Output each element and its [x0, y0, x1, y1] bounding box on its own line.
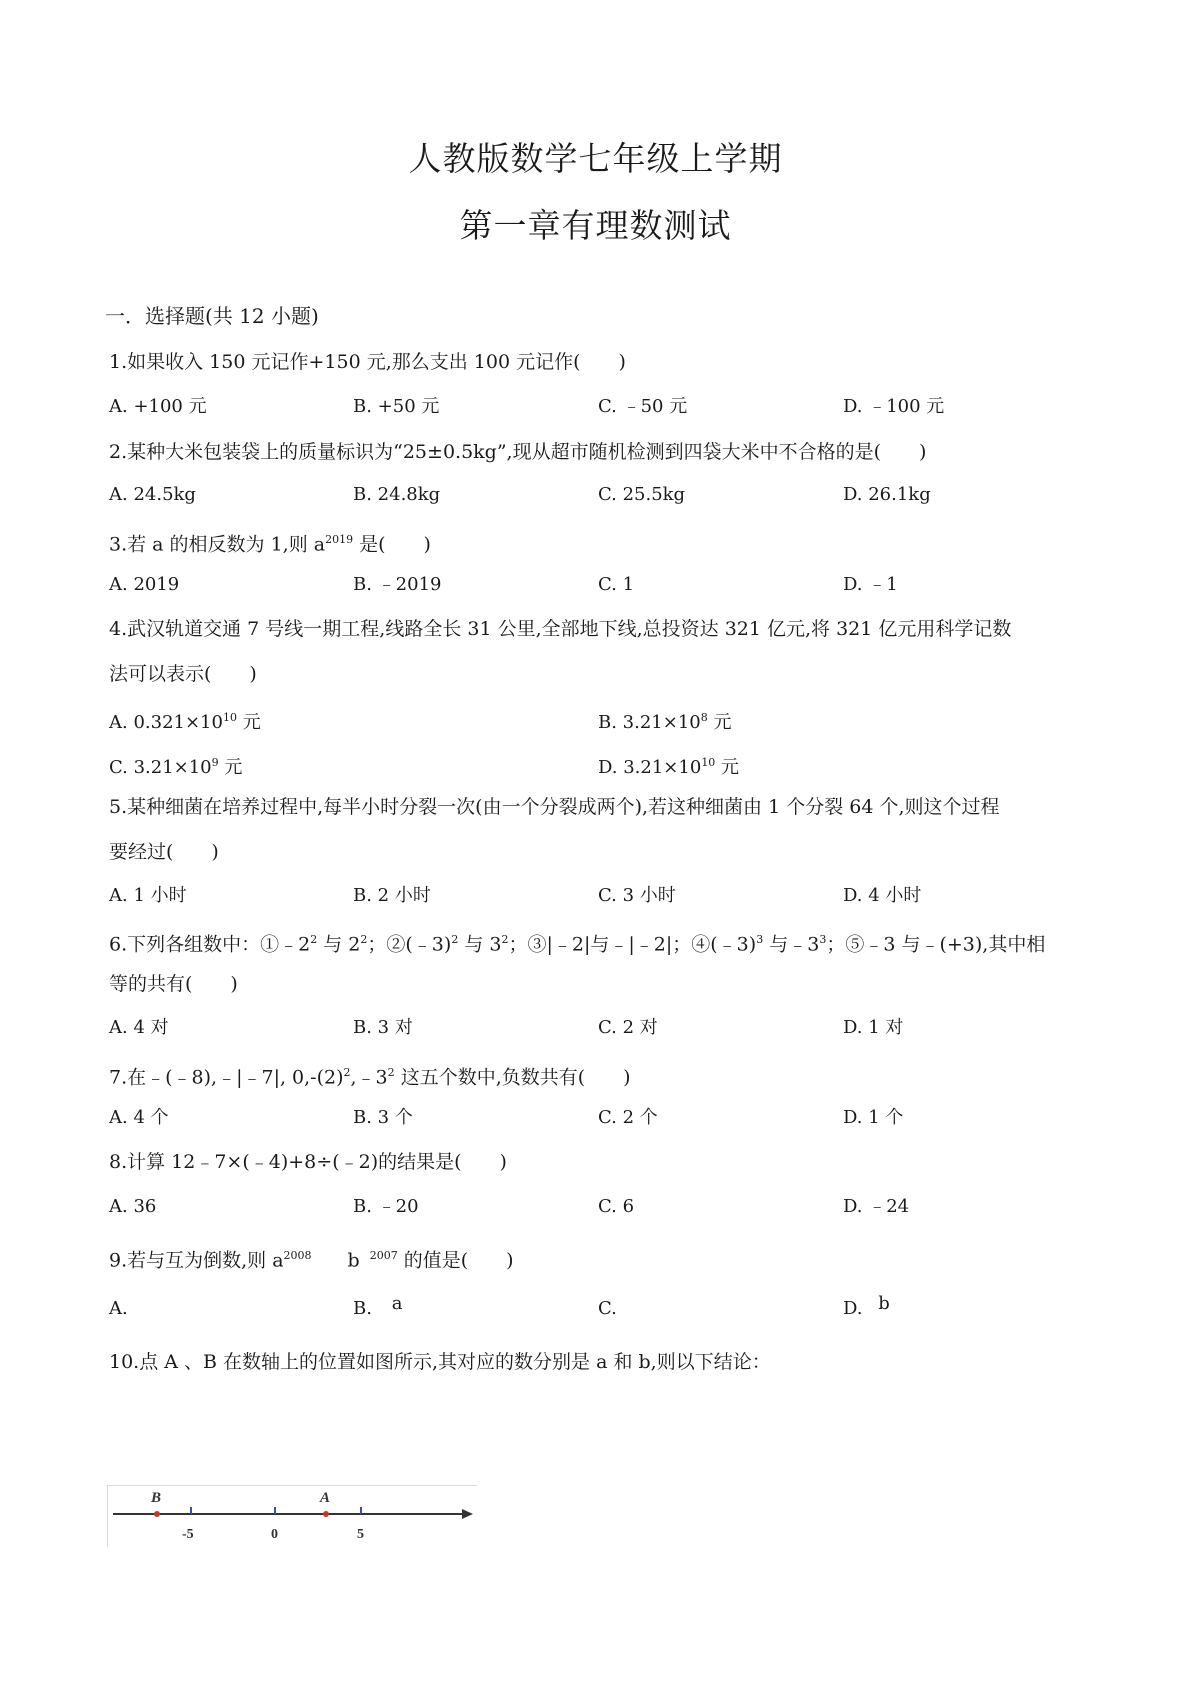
q1-option-d: D. ﹣100 元	[843, 396, 945, 417]
q7-part-2: ,﹣3	[350, 1066, 388, 1089]
q7-part-3: 这五个数中,负数共有( )	[394, 1066, 631, 1089]
question-3-stem	[109, 528, 431, 556]
q4-b-exp: 8	[700, 711, 708, 724]
q4-a-unit: 元	[236, 712, 261, 733]
q5-option-d: D. 4 小时	[843, 885, 922, 906]
title-line-1: 人教版数学七年级上学期	[408, 139, 783, 178]
q4-a-text: A. 0.321×10	[109, 712, 223, 733]
question-4-stem-line2: 法可以表示( )	[109, 663, 257, 685]
q3-option-b: B. ﹣2019	[353, 574, 442, 595]
q6-option-a: A. 4 对	[109, 1017, 169, 1038]
q6-exp-1: 2	[310, 933, 318, 946]
q1-option-b: B. +50 元	[353, 396, 440, 417]
q3-exponent: 2019	[325, 533, 354, 546]
q1-option-c: C. ﹣50 元	[598, 396, 688, 417]
question-4-stem-line1: 4.武汉轨道交通 7 号线一期工程,线路全长 31 公里,全部地下线,总投资达 321 亿元,将 321 亿元用科学记数	[109, 618, 1012, 640]
q9-part-3: 的值是( )	[397, 1249, 514, 1272]
q6-exp-2: 2	[360, 933, 368, 946]
q6-part-4: 与 3	[458, 933, 502, 956]
q8-option-c: C. 6	[598, 1196, 635, 1217]
q4-d-text: D. 3.21×10	[598, 757, 702, 778]
q9-option-c: C.	[598, 1298, 617, 1319]
q9-option-a: A.	[109, 1298, 128, 1319]
point-b-label: B	[151, 1490, 162, 1506]
q4-d-exp: 10	[701, 756, 716, 769]
q4-option-c	[109, 751, 242, 780]
q3-option-d: D. ﹣1	[843, 574, 898, 595]
q2-option-a: A. 24.5kg	[109, 484, 196, 505]
q8-option-d: D. ﹣24	[843, 1196, 910, 1217]
q6-exp-4: 2	[501, 933, 509, 946]
q9-part-2: b	[347, 1249, 360, 1272]
number-line-arrow	[462, 1509, 473, 1519]
q6-part-6: 与﹣3	[763, 933, 820, 956]
q4-c-unit: 元	[218, 757, 243, 778]
q4-option-a	[109, 706, 261, 735]
q7-option-d: D. 1 个	[843, 1107, 904, 1128]
q4-b-text: B. 3.21×10	[598, 712, 701, 733]
q4-d-unit: 元	[715, 757, 740, 778]
q3-option-a: A. 2019	[109, 574, 180, 595]
q7-exp-1: 2	[343, 1066, 351, 1079]
q9-exp-2: 2007	[369, 1249, 398, 1262]
q9-option-d	[843, 1293, 890, 1321]
tick-label-5: 5	[357, 1527, 364, 1542]
q2-option-c: C. 25.5kg	[598, 484, 686, 505]
question-5-stem-line2: 要经过( )	[109, 841, 219, 863]
q9-exp-1: 2008	[283, 1249, 312, 1262]
q6-part-7: ；⑤﹣3 与﹣(+3),其中相	[826, 933, 1046, 956]
q1-option-a: A. +100 元	[109, 396, 207, 417]
question-9-stem	[109, 1244, 514, 1272]
q6-option-b: B. 3 对	[353, 1017, 413, 1038]
q7-part-1: 7.在﹣(﹣8),﹣|﹣7|, 0,-(2)	[109, 1066, 344, 1089]
q5-option-b: B. 2 小时	[353, 885, 431, 906]
q8-option-b: B. ﹣20	[353, 1196, 419, 1217]
q4-option-b	[598, 706, 731, 735]
question-6-stem-line1	[109, 928, 1045, 956]
q7-option-b: B. 3 个	[353, 1107, 413, 1128]
q6-exp-5: 3	[756, 933, 764, 946]
section-heading: 一．选择题(共 12 小题)	[105, 304, 319, 328]
tick-label-0: 0	[271, 1527, 278, 1542]
q2-option-d: D. 26.1kg	[843, 484, 931, 505]
point-b	[154, 1511, 160, 1517]
q2-option-b: B. 24.8kg	[353, 484, 441, 505]
q8-option-a: A. 36	[109, 1196, 157, 1217]
question-8-stem: 8.计算 12﹣7×(﹣4)+8÷(﹣2)的结果是( )	[109, 1151, 507, 1173]
q9-option-b	[353, 1293, 403, 1321]
number-line-figure	[107, 1485, 477, 1550]
q4-option-d	[598, 751, 739, 780]
q7-option-c: C. 2 个	[598, 1107, 658, 1128]
q9-part-1: 9.若与互为倒数,则 a	[109, 1249, 284, 1272]
q7-option-a: A. 4 个	[109, 1107, 169, 1128]
q6-option-d: D. 1 对	[843, 1017, 904, 1038]
q4-a-exp: 10	[222, 711, 237, 724]
q4-b-unit: 元	[707, 712, 732, 733]
q4-c-text: C. 3.21×10	[109, 757, 212, 778]
q3-stem-text: 3.若 a 的相反数为 1,则 a	[109, 533, 326, 556]
q3-stem-tail: 是( )	[353, 533, 431, 556]
q6-exp-6: 3	[819, 933, 827, 946]
q9-b-variable: a	[391, 1293, 403, 1314]
q6-part-5: ；③|﹣2|与﹣|﹣2|；④(﹣3)	[508, 933, 757, 956]
point-a	[323, 1511, 329, 1517]
question-1-stem: 1.如果收入 150 元记作+150 元,那么支出 100 元记作( )	[109, 351, 626, 373]
q9-d-variable: b	[878, 1293, 890, 1314]
q6-part-2: 与 2	[317, 933, 361, 956]
q9-b-label: B.	[353, 1298, 372, 1319]
q9-d-label: D.	[843, 1298, 863, 1319]
question-2-stem: 2.某种大米包装袋上的质量标识为“25±0.5kg”,现从超市随机检测到四袋大米中不合格的是( )	[109, 441, 927, 463]
q6-part-3: ；②(﹣3)	[367, 933, 452, 956]
question-10-stem: 10.点 A 、B 在数轴上的位置如图所示,其对应的数分别是 a 和 b,则以下结论：	[109, 1351, 771, 1373]
q6-option-c: C. 2 对	[598, 1017, 658, 1038]
question-6-stem-line2: 等的共有( )	[109, 973, 238, 995]
question-7-stem	[109, 1061, 631, 1089]
tick-label-minus-5: -5	[182, 1527, 194, 1542]
point-a-label: A	[320, 1490, 331, 1506]
question-5-stem-line1: 5.某种细菌在培养过程中,每半小时分裂一次(由一个分裂成两个),若这种细菌由 1 个分裂 64 个,则这个过程	[109, 796, 1000, 818]
q5-option-c: C. 3 小时	[598, 885, 676, 906]
title-line-2: 第一章有理数测试	[459, 206, 732, 245]
q3-option-c: C. 1	[598, 574, 635, 595]
q4-c-exp: 9	[211, 756, 219, 769]
q6-exp-3: 2	[451, 933, 459, 946]
q6-part-1: 6.下列各组数中：①﹣2	[109, 933, 311, 956]
q5-option-a: A. 1 小时	[109, 885, 187, 906]
q7-exp-2: 2	[387, 1066, 395, 1079]
